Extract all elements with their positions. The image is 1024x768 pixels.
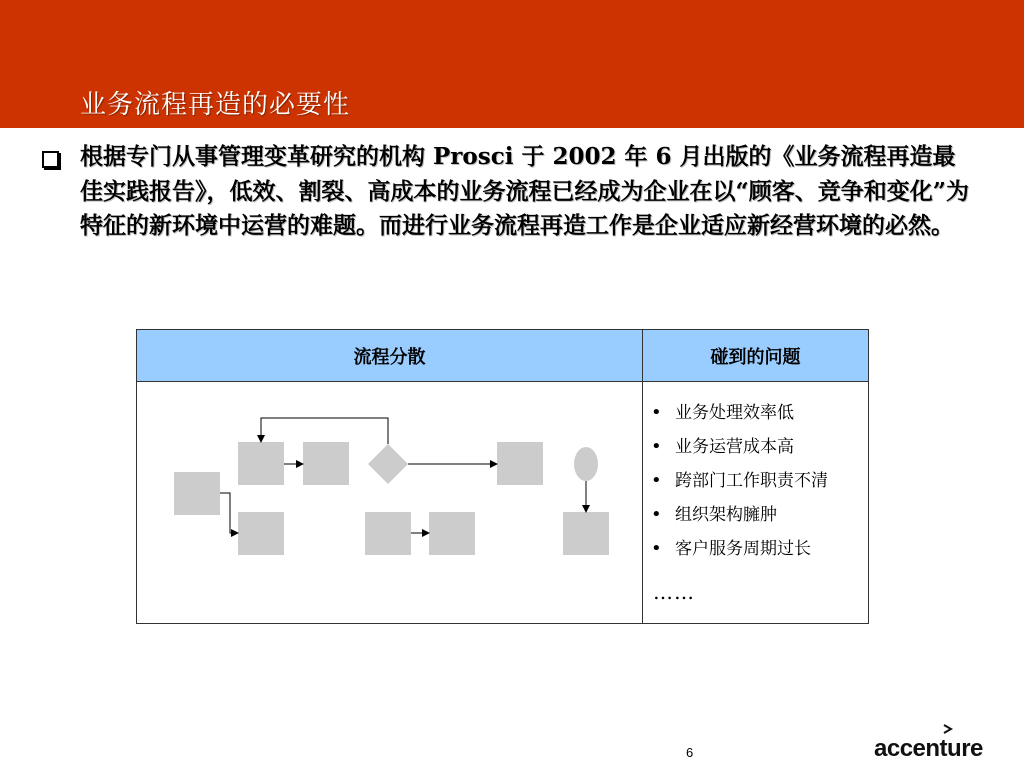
page-number: 6 [686,745,694,760]
problem-item [651,464,828,498]
bullet-dot-icon: • [651,538,662,559]
problem-item-label: 客户服务周期过长 [675,539,811,559]
decision-diamond [368,444,408,484]
process-box [429,512,475,555]
bullet-dot-icon: • [651,436,662,457]
process-box [238,442,284,485]
problem-item-label: 组织架构臃肿 [675,505,777,525]
bullet-dot-icon: • [651,402,662,423]
bullet-dot-icon: • [651,504,662,525]
bullet-dot-icon: • [651,470,662,491]
logo-text: accenture [874,735,983,762]
problem-item [651,498,828,532]
problem-item-label: 业务处理效率低 [675,403,794,423]
table-header-problems [642,330,868,382]
connector-arrow [261,418,388,444]
problem-list [651,396,828,566]
column-divider [642,382,643,623]
table-header-problems-label: 碰到的问题 [710,346,801,368]
process-box [303,442,349,485]
scattered-process-diagram [137,330,642,625]
table-header-process-label: 流程分散 [353,346,426,368]
bullet-box-icon [42,151,59,168]
process-box [365,512,411,555]
process-box [174,472,220,515]
slide-title: 业务流程再造的必要性 [80,90,351,120]
problem-item [651,532,828,566]
problem-item [651,396,828,430]
intro-paragraph: 根据专门从事管理变革研究的机构 Prosci 于 2002 年 6 月出版的《业务流程再造最佳实践报告》，低效、割裂、高成本的业务流程已经成为企业在以“顾客、竞争和变化”为特征的新环境中运营的难题。而进行业务流程再造工作是企业适应新经营环境的必然。 [80,143,969,239]
process-box [497,442,543,485]
problem-item-label: 业务运营成本高 [675,437,794,457]
accenture-logo [874,724,994,764]
problem-item [651,430,828,464]
connector-arrow [220,493,238,533]
process-box [238,512,284,555]
process-problem-table [136,329,869,624]
problem-item-label: 跨部门工作职责不清 [675,471,828,491]
more-problems-ellipsis: …… [653,580,695,604]
process-box [563,512,609,555]
terminal-ellipse [574,447,598,481]
